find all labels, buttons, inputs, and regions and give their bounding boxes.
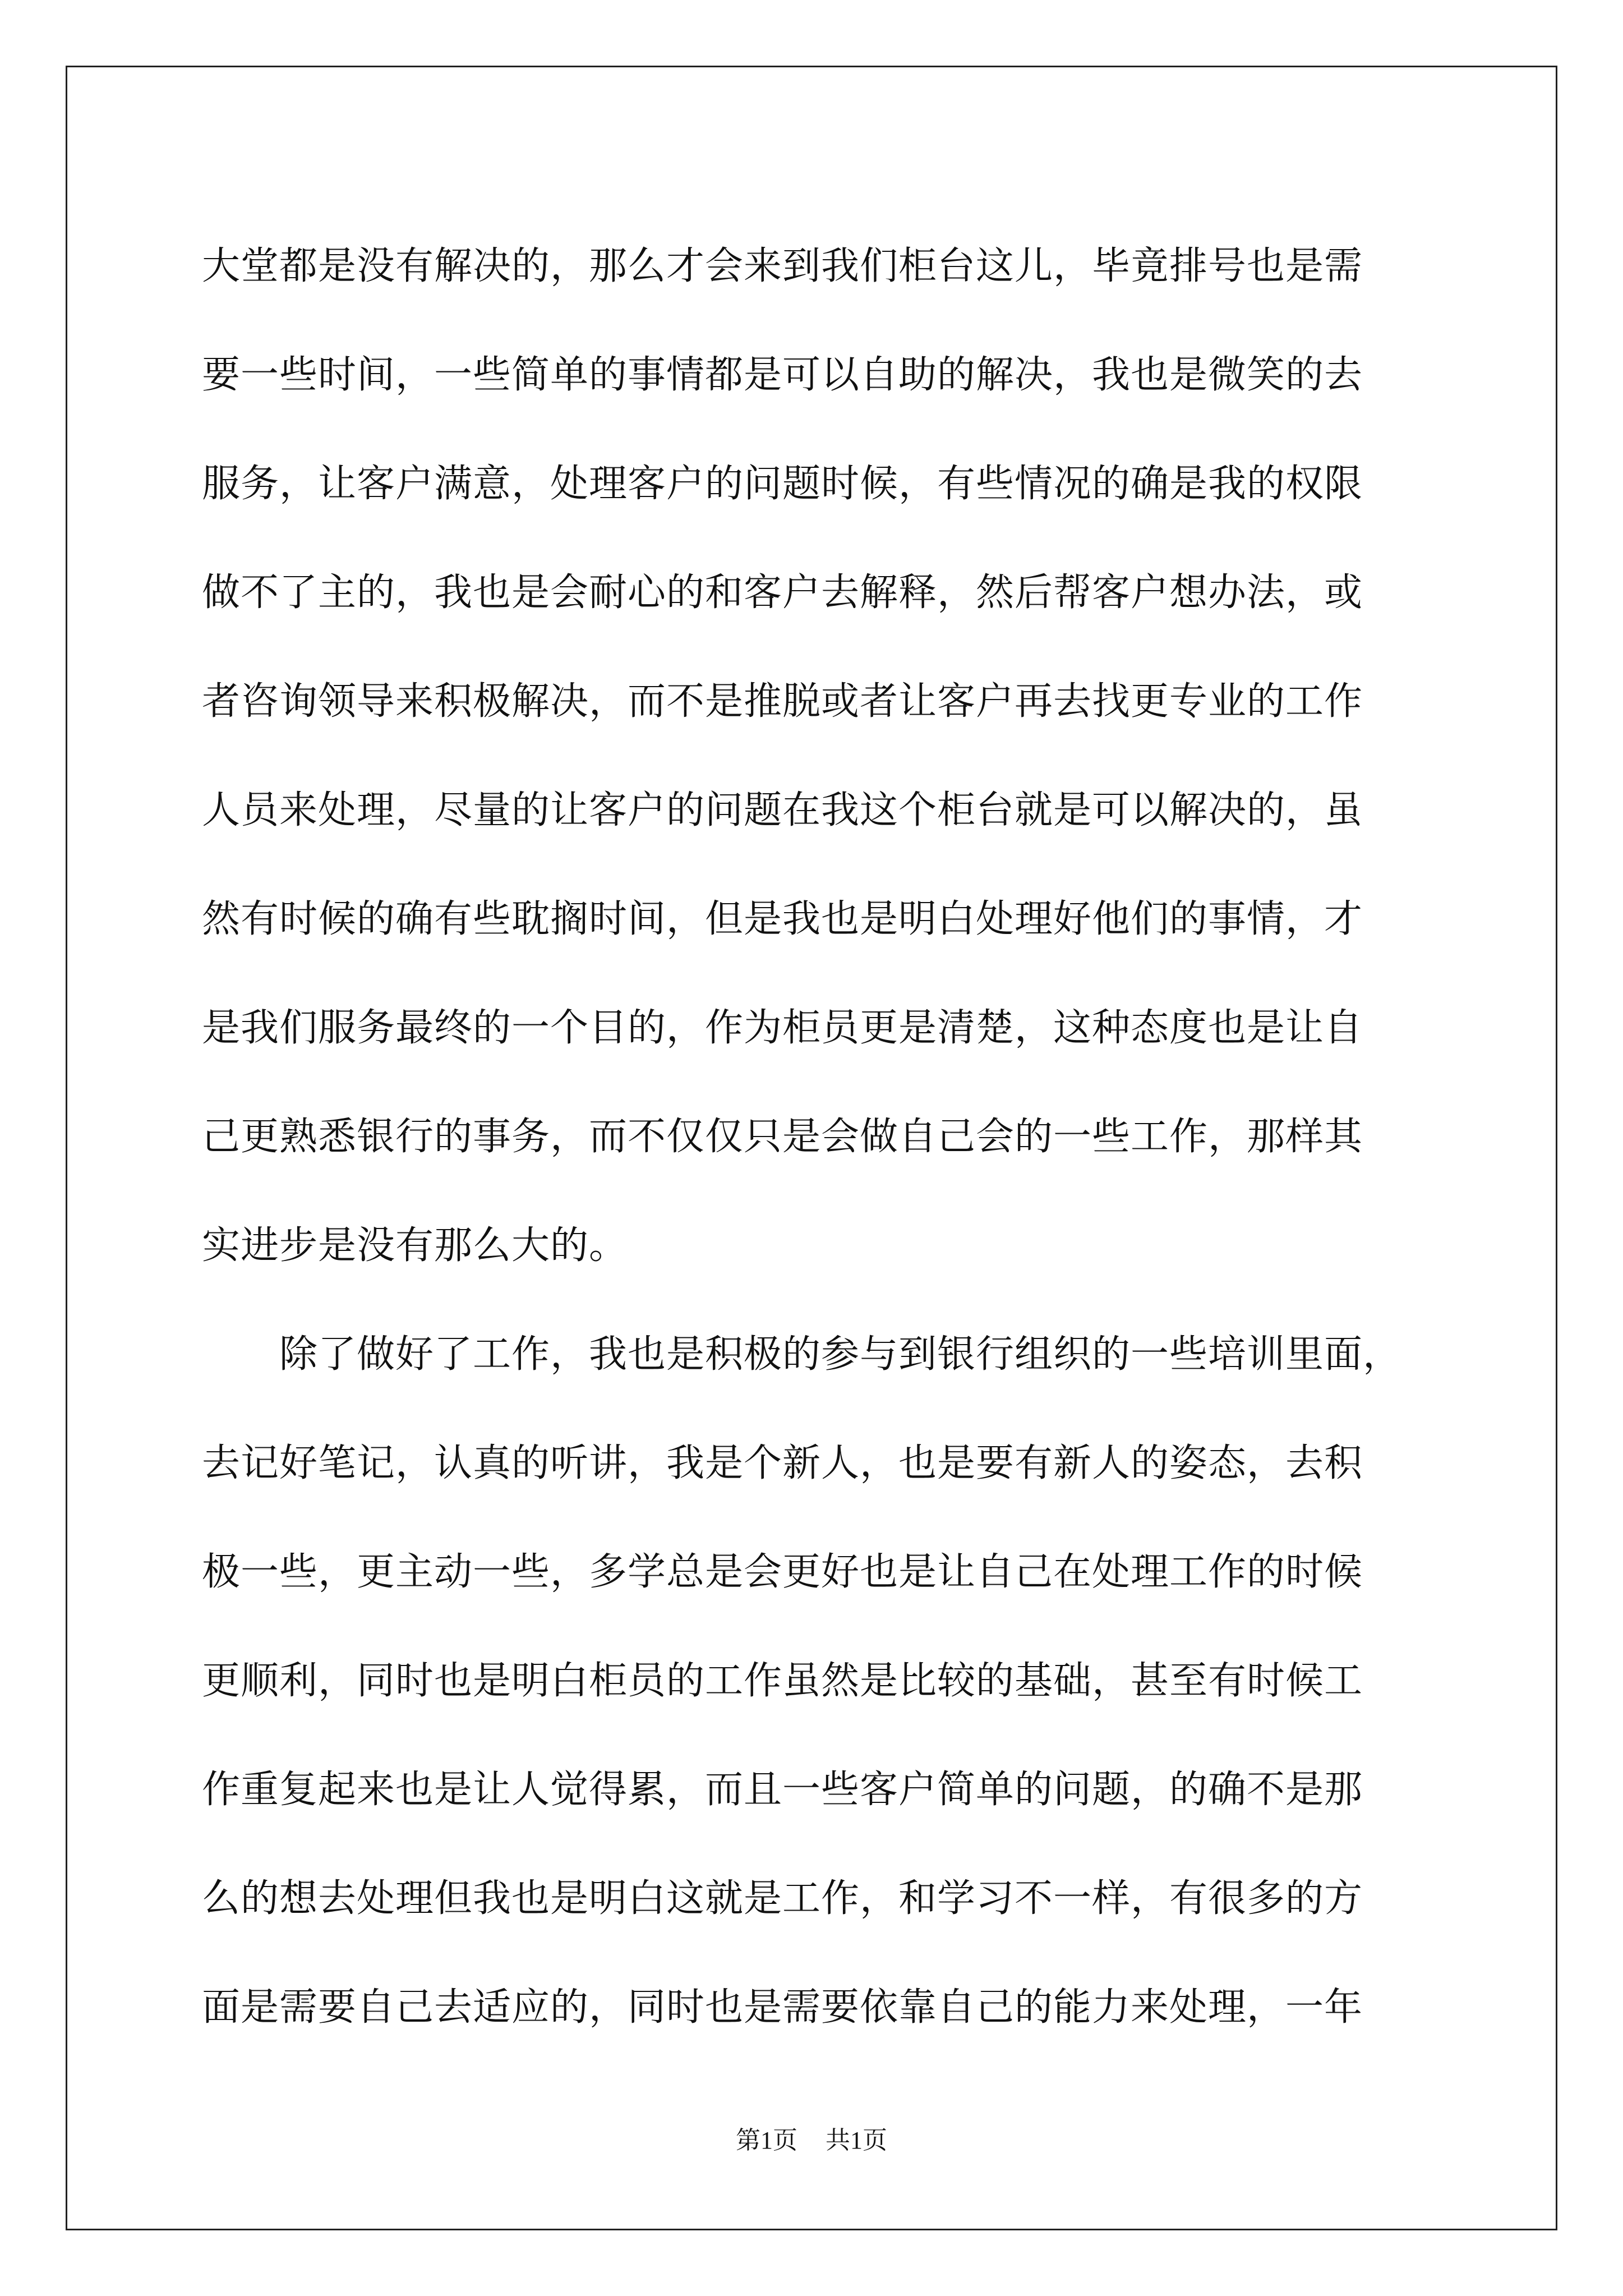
text-line: 要一些时间，一些简单的事情都是可以自助的解决，我也是微笑的去: [202, 353, 1363, 397]
text-line: 作重复起来也是让人觉得累，而且一些客户简单的问题，的确不是那: [202, 1768, 1363, 1812]
page-total: 共1页: [826, 2127, 887, 2154]
page-footer: [0, 2124, 1623, 2157]
text-line: 实进步是没有那么大的。: [202, 1223, 628, 1268]
text-line: 更顺利，同时也是明白柜员的工作虽然是比较的基础，甚至有时候工: [202, 1659, 1363, 1703]
text-line: 极一些，更主动一些，多学总是会更好也是让自己在处理工作的时候: [202, 1550, 1363, 1594]
text-line: 做不了主的，我也是会耐心的和客户去解释，然后帮客户想办法，或: [202, 570, 1363, 615]
text-line: 人员来处理，尽量的让客户的问题在我这个柜台就是可以解决的，虽: [202, 788, 1363, 832]
text-line: 去记好笔记，认真的听讲，我是个新人，也是要有新人的姿态，去积: [202, 1441, 1363, 1485]
text-line: 者咨询领导来积极解决，而不是推脱或者让客户再去找更专业的工作: [202, 679, 1363, 724]
text-line: 除了做好了工作，我也是积极的参与到银行组织的一些培训里面，: [202, 1332, 1402, 1377]
document-body: [202, 212, 1424, 2062]
text-line: 面是需要自己去适应的，同时也是需要依靠自己的能力来处理，一年: [202, 1985, 1363, 2030]
text-line: 大堂都是没有解决的，那么才会来到我们柜台这儿，毕竟排号也是需: [202, 244, 1363, 288]
text-line: 是我们服务最终的一个目的，作为柜员更是清楚，这种态度也是让自: [202, 1006, 1363, 1050]
page-number: 第1页: [736, 2127, 797, 2154]
text-line: 然有时候的确有些耽搁时间，但是我也是明白处理好他们的事情，才: [202, 897, 1363, 941]
text-line: 么的想去处理但我也是明白这就是工作，和学习不一样，有很多的方: [202, 1876, 1363, 1921]
text-line: 己更熟悉银行的事务，而不仅仅只是会做自己会的一些工作，那样其: [202, 1115, 1363, 1159]
text-line: 服务，让客户满意，处理客户的问题时候，有些情况的确是我的权限: [202, 462, 1363, 506]
